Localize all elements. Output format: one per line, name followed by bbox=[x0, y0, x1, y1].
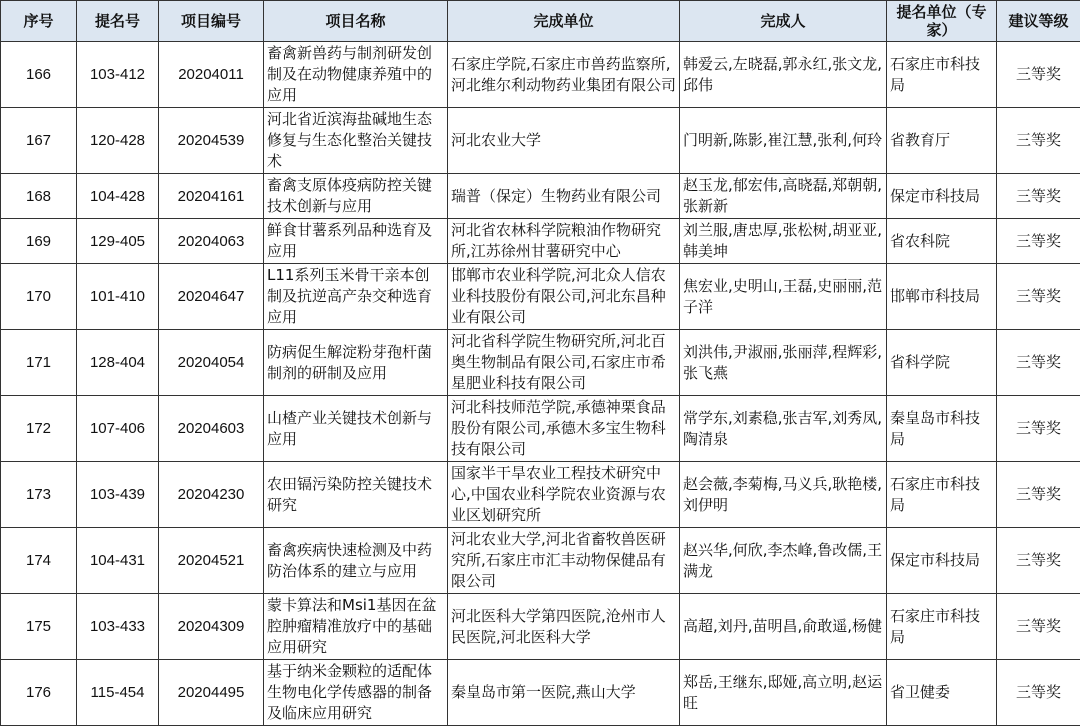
suggested-level-cell: 三等奖 bbox=[997, 42, 1080, 108]
project-code-cell: 20204054 bbox=[159, 330, 264, 396]
seq-cell: 175 bbox=[1, 594, 77, 660]
project-code-cell: 20204230 bbox=[159, 462, 264, 528]
seq-cell: 173 bbox=[1, 462, 77, 528]
header-nominator: 提名单位（专家） bbox=[887, 1, 997, 42]
completers-cell: 刘洪伟,尹淑丽,张丽萍,程辉彩,张飞燕 bbox=[680, 330, 887, 396]
table-row bbox=[1, 396, 1080, 462]
project-name-cell: 河北省近滨海盐碱地生态修复与生态化整治关键技术 bbox=[264, 108, 448, 174]
nominator-cell: 秦皇岛市科技局 bbox=[887, 396, 997, 462]
header-row bbox=[1, 1, 1080, 42]
project-name-cell: 鲜食甘薯系列品种选育及应用 bbox=[264, 219, 448, 264]
suggested-level-cell: 三等奖 bbox=[997, 108, 1080, 174]
nomination-no-cell: 120-428 bbox=[77, 108, 159, 174]
seq-cell: 176 bbox=[1, 660, 77, 726]
nominator-cell: 省教育厅 bbox=[887, 108, 997, 174]
completers-cell: 高超,刘丹,苗明昌,俞敢遥,杨健 bbox=[680, 594, 887, 660]
header-project-name: 项目名称 bbox=[264, 1, 448, 42]
completing-units-cell: 国家半干旱农业工程技术研究中心,中国农业科学院农业资源与农业区划研究所 bbox=[448, 462, 680, 528]
suggested-level-cell: 三等奖 bbox=[997, 219, 1080, 264]
seq-cell: 169 bbox=[1, 219, 77, 264]
project-name-cell: 山楂产业关键技术创新与应用 bbox=[264, 396, 448, 462]
completing-units-cell: 河北省农林科学院粮油作物研究所,江苏徐州甘薯研究中心 bbox=[448, 219, 680, 264]
header-nomination-no: 提名号 bbox=[77, 1, 159, 42]
completing-units-cell: 河北农业大学,河北省畜牧兽医研究所,石家庄市汇丰动物保健品有限公司 bbox=[448, 528, 680, 594]
table-row bbox=[1, 330, 1080, 396]
header-seq: 序号 bbox=[1, 1, 77, 42]
project-code-cell: 20204521 bbox=[159, 528, 264, 594]
table-row bbox=[1, 219, 1080, 264]
completing-units-cell: 河北农业大学 bbox=[448, 108, 680, 174]
nominator-cell: 省科学院 bbox=[887, 330, 997, 396]
header-project-code: 项目编号 bbox=[159, 1, 264, 42]
header-suggested-level: 建议等级 bbox=[997, 1, 1080, 42]
project-name-cell: 农田镉污染防控关键技术研究 bbox=[264, 462, 448, 528]
table-row bbox=[1, 528, 1080, 594]
header-completing-units: 完成单位 bbox=[448, 1, 680, 42]
suggested-level-cell: 三等奖 bbox=[997, 528, 1080, 594]
suggested-level-cell: 三等奖 bbox=[997, 660, 1080, 726]
nominator-cell: 石家庄市科技局 bbox=[887, 594, 997, 660]
nominator-cell: 保定市科技局 bbox=[887, 528, 997, 594]
project-name-cell: 畜禽疾病快速检测及中药防治体系的建立与应用 bbox=[264, 528, 448, 594]
completers-cell: 门明新,陈影,崔江慧,张利,何玲 bbox=[680, 108, 887, 174]
project-code-cell: 20204647 bbox=[159, 264, 264, 330]
project-name-cell: 畜禽新兽药与制剂研发创制及在动物健康养殖中的应用 bbox=[264, 42, 448, 108]
nomination-no-cell: 103-433 bbox=[77, 594, 159, 660]
project-code-cell: 20204161 bbox=[159, 174, 264, 219]
project-name-cell: 基于纳米金颗粒的适配体生物电化学传感器的制备及临床应用研究 bbox=[264, 660, 448, 726]
nomination-no-cell: 107-406 bbox=[77, 396, 159, 462]
nomination-no-cell: 103-439 bbox=[77, 462, 159, 528]
suggested-level-cell: 三等奖 bbox=[997, 594, 1080, 660]
suggested-level-cell: 三等奖 bbox=[997, 396, 1080, 462]
completers-cell: 焦宏业,史明山,王磊,史丽丽,范子洋 bbox=[680, 264, 887, 330]
project-code-cell: 20204309 bbox=[159, 594, 264, 660]
project-code-cell: 20204011 bbox=[159, 42, 264, 108]
completers-cell: 郑岳,王继东,邸娅,高立明,赵运旺 bbox=[680, 660, 887, 726]
suggested-level-cell: 三等奖 bbox=[997, 462, 1080, 528]
table-row bbox=[1, 108, 1080, 174]
completers-cell: 刘兰服,唐忠厚,张松树,胡亚亚,韩美坤 bbox=[680, 219, 887, 264]
nomination-no-cell: 129-405 bbox=[77, 219, 159, 264]
project-name-cell: L11系列玉米骨干亲本创制及抗逆高产杂交种选育应用 bbox=[264, 264, 448, 330]
nomination-no-cell: 103-412 bbox=[77, 42, 159, 108]
completing-units-cell: 秦皇岛市第一医院,燕山大学 bbox=[448, 660, 680, 726]
nominator-cell: 保定市科技局 bbox=[887, 174, 997, 219]
table-row bbox=[1, 594, 1080, 660]
table-row bbox=[1, 42, 1080, 108]
completers-cell: 赵玉龙,郁宏伟,高晓磊,郑朝朝,张新新 bbox=[680, 174, 887, 219]
project-code-cell: 20204539 bbox=[159, 108, 264, 174]
nomination-no-cell: 101-410 bbox=[77, 264, 159, 330]
nominator-cell: 省卫健委 bbox=[887, 660, 997, 726]
completing-units-cell: 河北医科大学第四医院,沧州市人民医院,河北医科大学 bbox=[448, 594, 680, 660]
nominator-cell: 邯郸市科技局 bbox=[887, 264, 997, 330]
completers-cell: 赵会薇,李菊梅,马义兵,耿艳楼,刘伊明 bbox=[680, 462, 887, 528]
project-code-cell: 20204603 bbox=[159, 396, 264, 462]
nomination-no-cell: 128-404 bbox=[77, 330, 159, 396]
seq-cell: 170 bbox=[1, 264, 77, 330]
seq-cell: 167 bbox=[1, 108, 77, 174]
suggested-level-cell: 三等奖 bbox=[997, 264, 1080, 330]
seq-cell: 174 bbox=[1, 528, 77, 594]
table-row bbox=[1, 264, 1080, 330]
seq-cell: 171 bbox=[1, 330, 77, 396]
nominator-cell: 石家庄市科技局 bbox=[887, 42, 997, 108]
nomination-no-cell: 104-431 bbox=[77, 528, 159, 594]
project-code-cell: 20204063 bbox=[159, 219, 264, 264]
completers-cell: 常学东,刘素稳,张吉军,刘秀凤,陶清泉 bbox=[680, 396, 887, 462]
project-name-cell: 蒙卡算法和Msi1基因在盆腔肿瘤精准放疗中的基础应用研究 bbox=[264, 594, 448, 660]
nominator-cell: 石家庄市科技局 bbox=[887, 462, 997, 528]
completing-units-cell: 河北科技师范学院,承德神栗食品股份有限公司,承德木多宝生物科技有限公司 bbox=[448, 396, 680, 462]
completing-units-cell: 石家庄学院,石家庄市兽药监察所,河北维尔利动物药业集团有限公司 bbox=[448, 42, 680, 108]
completing-units-cell: 瑞普（保定）生物药业有限公司 bbox=[448, 174, 680, 219]
suggested-level-cell: 三等奖 bbox=[997, 174, 1080, 219]
nomination-no-cell: 104-428 bbox=[77, 174, 159, 219]
table-row bbox=[1, 174, 1080, 219]
table-row bbox=[1, 660, 1080, 726]
project-name-cell: 防病促生解淀粉芽孢杆菌制剂的研制及应用 bbox=[264, 330, 448, 396]
completing-units-cell: 邯郸市农业科学院,河北众人信农业科技股份有限公司,河北东昌种业有限公司 bbox=[448, 264, 680, 330]
table-row bbox=[1, 462, 1080, 528]
seq-cell: 172 bbox=[1, 396, 77, 462]
project-name-cell: 畜禽支原体疫病防控关键技术创新与应用 bbox=[264, 174, 448, 219]
completers-cell: 赵兴华,何欣,李杰峰,鲁改儒,王满龙 bbox=[680, 528, 887, 594]
nomination-no-cell: 115-454 bbox=[77, 660, 159, 726]
completing-units-cell: 河北省科学院生物研究所,河北百奥生物制品有限公司,石家庄市希星肥业科技有限公司 bbox=[448, 330, 680, 396]
seq-cell: 166 bbox=[1, 42, 77, 108]
seq-cell: 168 bbox=[1, 174, 77, 219]
suggested-level-cell: 三等奖 bbox=[997, 330, 1080, 396]
completers-cell: 韩爱云,左晓磊,郭永红,张文龙,邱伟 bbox=[680, 42, 887, 108]
project-code-cell: 20204495 bbox=[159, 660, 264, 726]
header-completers: 完成人 bbox=[680, 1, 887, 42]
nominator-cell: 省农科院 bbox=[887, 219, 997, 264]
